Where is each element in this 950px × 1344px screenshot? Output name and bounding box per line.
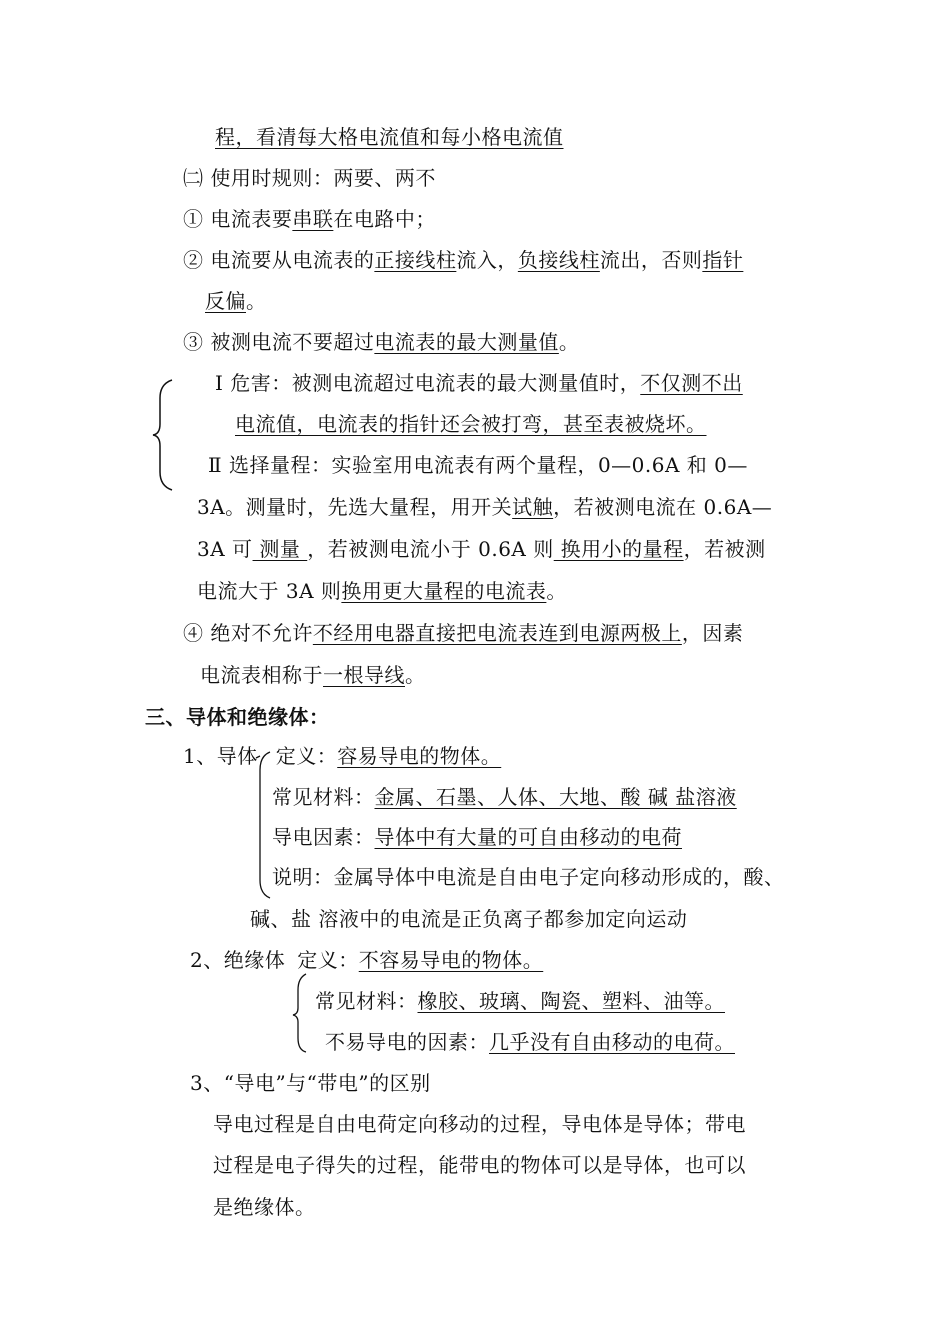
- rule-4-cont: 电流表相称于一根导线。: [200, 663, 426, 687]
- insulator-definition: 2、绝缘体 定义：不容易导电的物体。: [190, 948, 544, 972]
- conductor-brace-icon: [254, 750, 274, 900]
- rule-4: ④ 绝对不允许不经用电器直接把电流表连到电源两极上，因素: [183, 621, 744, 645]
- usage-rules-heading: ㈡ 使用时规则：两要、两不: [183, 166, 436, 190]
- hazard-line: Ⅰ 危害：被测电流超过电流表的最大测量值时，不仅测不出: [215, 371, 743, 395]
- conductor-definition: 1、导体 定义：容易导电的物体。: [183, 744, 502, 768]
- insulator-materials: 常见材料：橡胶、玻璃、陶瓷、塑料、油等。: [315, 989, 725, 1013]
- rule-2: ② 电流要从电流表的正接线柱流入，负接线柱流出，否则指针: [183, 248, 744, 272]
- range-select-line-4: 电流大于 3A 则换用更大量程的电流表。: [197, 579, 567, 603]
- conduct-vs-charge-2: 过程是电子得失的过程，能带电的物体可以是导体，也可以: [213, 1153, 746, 1177]
- range-select-line-2: 3A。测量时，先选大量程，用开关试触，若被测电流在 0.6A—: [197, 495, 773, 519]
- rule-2-cont: 反偏。: [205, 289, 267, 313]
- conductor-note-cont: 碱、盐 溶液中的电流是正负离子都参加定向运动: [250, 907, 688, 931]
- conductor-reason: 导电因素：导体中有大量的可自由移动的电荷: [272, 825, 682, 849]
- conduct-vs-charge-3: 是绝缘体。: [213, 1195, 316, 1219]
- rule-1: ① 电流表要串联在电路中；: [183, 207, 436, 231]
- conductor-note: 说明：金属导体中电流是自由电子定向移动形成的，酸、: [272, 865, 785, 889]
- conductor-materials: 常见材料：金属、石墨、人体、大地、酸 碱 盐溶液: [272, 785, 737, 809]
- line-range-note: 程，看清每大格电流值和每小格电流值: [215, 125, 564, 149]
- conduct-vs-charge-heading: 3、“导电”与“带电”的区别: [190, 1071, 431, 1095]
- range-select-line: Ⅱ 选择量程：实验室用电流表有两个量程，0—0.6A 和 0—: [208, 453, 748, 477]
- section-heading-conductors: 三、导体和绝缘体：: [145, 705, 330, 729]
- rule-3: ③ 被测电流不要超过电流表的最大测量值。: [183, 330, 580, 354]
- insulator-reason: 不易导电的因素：几乎没有自由移动的电荷。: [325, 1030, 735, 1054]
- hazard-line-cont: 电流值，电流表的指针还会被打弯，甚至表被烧坏。: [235, 412, 707, 436]
- range-select-line-3: 3A 可 测量 ，若被测电流小于 0.6A 则 换用小的量程，若被测: [197, 537, 766, 561]
- conduct-vs-charge-1: 导电过程是自由电荷定向移动的过程，导电体是导体；带电: [213, 1112, 746, 1136]
- insulator-brace-icon: [290, 972, 310, 1054]
- left-brace-icon: [150, 378, 180, 492]
